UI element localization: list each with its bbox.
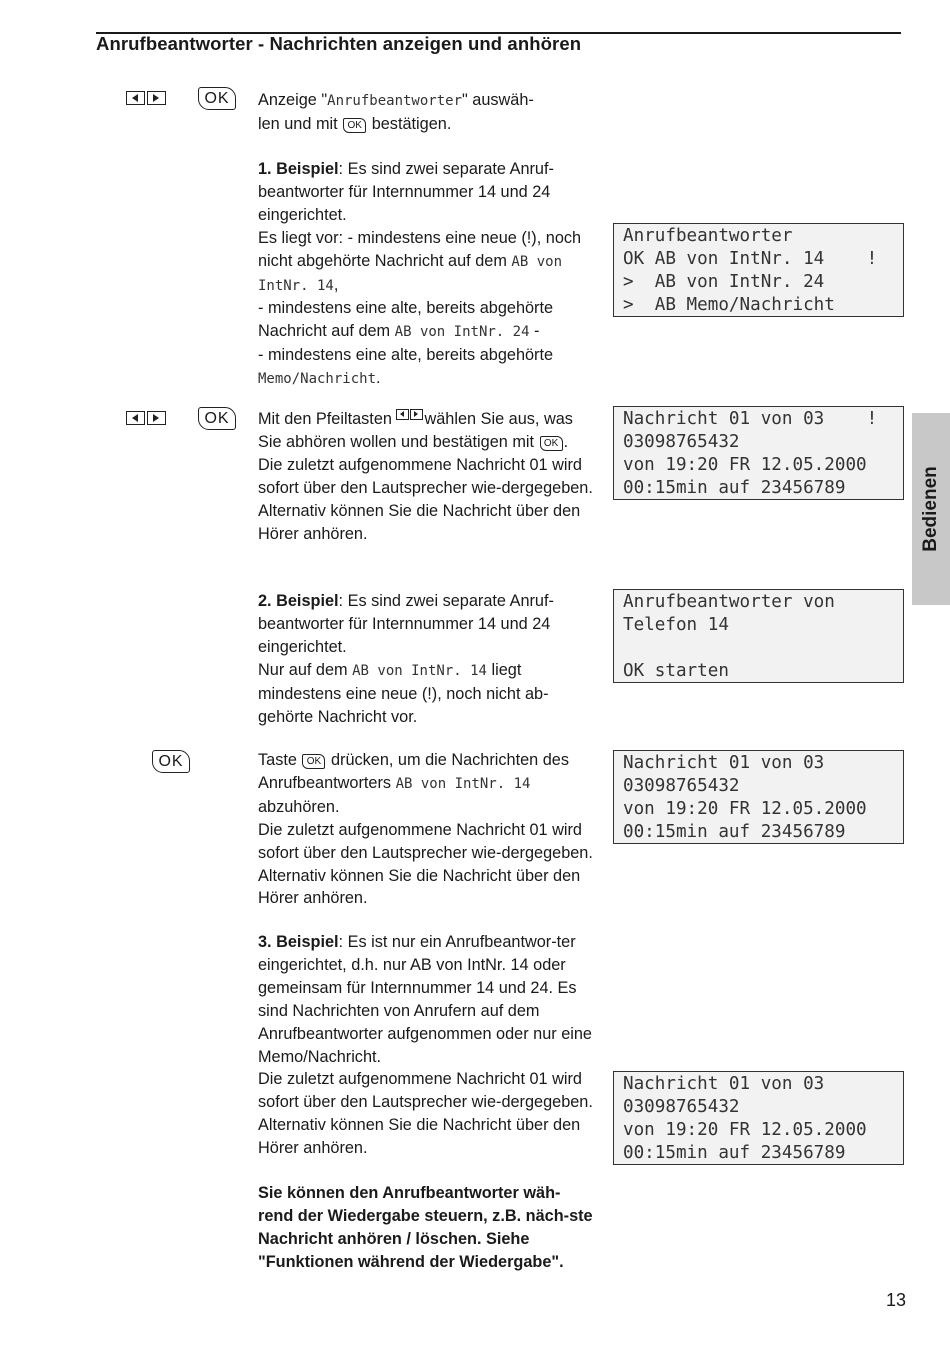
- lcd-line: OK starten: [623, 661, 729, 681]
- lcd-line: > AB Memo/Nachricht: [623, 295, 835, 315]
- ok-key-icon: OK: [198, 407, 236, 430]
- lcd-line: 03098765432: [623, 776, 740, 796]
- arrow-keys-icon: [396, 409, 424, 420]
- lcd-display-start-prompt: [613, 589, 904, 683]
- section-side-tab: [912, 413, 950, 605]
- lcd-line: 00:15min auf 23456789: [623, 1143, 846, 1163]
- arrow-keys-icon: [126, 91, 168, 105]
- side-tab-label: Bedienen: [920, 466, 941, 552]
- lcd-line: [623, 637, 894, 660]
- example3-text: 3. Beispiel: Es ist nur ein Anrufbeantwor-ter eingerichtet, d.h. nur AB von IntNr. 14 oder gemeinsam für Internnummer 14 und 24. Es sind Nachrichten von Anrufern auf dem Anrufbeantworter aufgenommen oder nur eine Memo/Nachricht. Die zuletzt aufgenommene Nachricht 01 wird sofort über den Lautsprecher wie-dergegeben. Alternativ können Sie die Nachricht über den Hörer anhören.: [258, 933, 593, 1158]
- lcd-display-message: [613, 750, 904, 844]
- lcd-line: Nachricht 01 von 03: [623, 753, 825, 773]
- lcd-line: 03098765432: [623, 1097, 740, 1117]
- arrow-left-icon: [126, 91, 145, 105]
- lcd-line: 00:15min auf 23456789: [623, 822, 846, 842]
- lcd-line: von 19:20 FR 12.05.2000: [623, 799, 867, 819]
- arrow-right-icon: [147, 411, 166, 425]
- lcd-line: Anrufbeantworter von: [623, 592, 835, 612]
- lcd-line: von 19:20 FR 12.05.2000: [623, 1120, 867, 1140]
- ok-key-icon: OK: [198, 87, 236, 110]
- arrow-right-icon: [147, 91, 166, 105]
- lcd-line: Nachricht 01 von 03: [623, 1074, 825, 1094]
- step3-text: Taste OK drücken, um die Nachrichten des Anrufbeantworters AB von IntNr. 14 abzuhören. Die zuletzt aufgenommene Nachricht 01 wird sofort über den Lautsprecher wie-dergegeben. Alternativ können Sie die Nachricht über den Hörer anhören.: [258, 751, 593, 908]
- step1-text: Anzeige "Anrufbeantworter" auswäh- len und mit OK bestätigen.: [258, 91, 534, 133]
- ok-key-icon: OK: [152, 750, 190, 773]
- arrow-left-icon: [126, 411, 145, 425]
- lcd-line: > AB von IntNr. 24: [623, 272, 825, 292]
- lcd-display-message-new: [613, 406, 904, 500]
- ok-key-icon: OK: [343, 118, 366, 133]
- lcd-line: Telefon 14: [623, 615, 729, 635]
- page-number: 13: [885, 1290, 906, 1310]
- playback-note: Sie können den Anrufbeantworter wäh-rend der Wiedergabe steuern, z.B. näch-ste Nachricht anhören / löschen. Siehe "Funktionen während der Wiedergabe".: [258, 1184, 593, 1271]
- arrow-keys-icon: [126, 411, 168, 425]
- lcd-line: 00:15min auf 23456789: [623, 478, 846, 498]
- ok-key-icon: OK: [540, 436, 563, 451]
- example2-text: 2. Beispiel: Es sind zwei separate Anruf-beantworter für Internnummer 14 und 24 eingerichtet. Nur auf dem AB von IntNr. 14 liegt mindestens eine neue (!), noch nicht ab-gehörte Nachricht vor.: [258, 592, 554, 726]
- step2-text: Mit den Pfeiltasten wählen Sie aus, was Sie abhören wollen und bestätigen mit OK . Die zuletzt aufgenommene Nachricht 01 wird sofort über den Lautsprecher wie-dergegeben. Alternativ können Sie die Nachricht über den Hörer anhören.: [258, 410, 593, 543]
- lcd-line: 03098765432: [623, 432, 740, 452]
- example1-text: 1. Beispiel: Es sind zwei separate Anruf-beantworter für Internnummer 14 und 24 eingerichtet. Es liegt vor: - mindestens eine neue (!), noch nicht abgehörte Nachricht auf dem AB von IntNr. 14, - mindestens eine alte, bereits abgehörte Nachricht auf dem AB von IntNr. 24 - - mindestens eine alte, bereits abgehörte Memo/Nachricht.: [258, 160, 582, 388]
- lcd-display-message: [613, 1071, 904, 1165]
- lcd-line: Anrufbeantworter: [623, 226, 793, 246]
- lcd-line: Nachricht 01 von 03 !: [623, 409, 878, 429]
- ok-key-icon: OK: [302, 754, 325, 769]
- lcd-line: von 19:20 FR 12.05.2000: [623, 455, 867, 475]
- lcd-line: OK AB von IntNr. 14 !: [623, 249, 878, 269]
- page-title: Anrufbeantworter - Nachrichten anzeigen und anhören: [96, 33, 582, 54]
- lcd-display-answering-machine-list: [613, 223, 904, 317]
